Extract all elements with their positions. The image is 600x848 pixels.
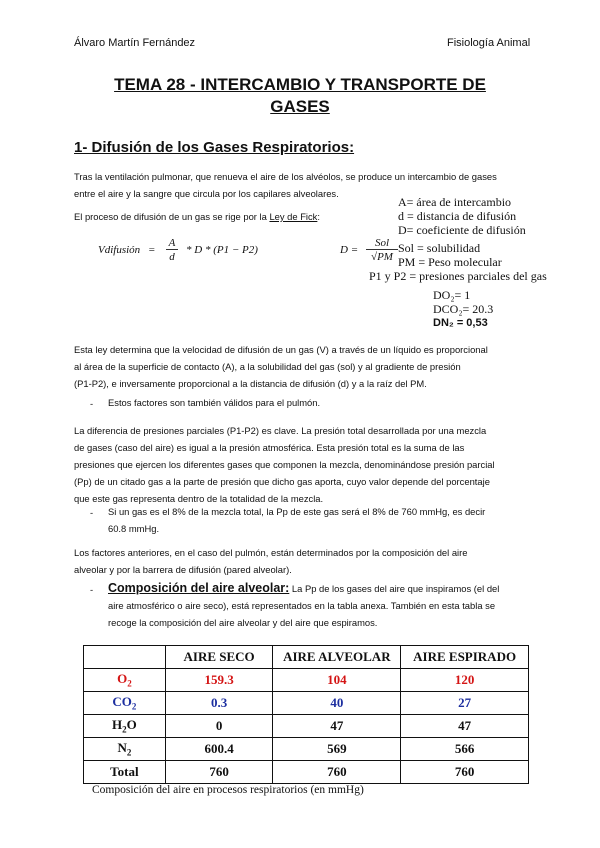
table-cell: 40	[273, 692, 401, 715]
table-header: AIRE ESPIRADO	[401, 646, 529, 669]
table-row	[84, 692, 529, 715]
table-header	[84, 646, 166, 669]
legend-item: D= coeficiente de difusión	[398, 223, 526, 237]
coef-n2: DN₂ = 0,53	[433, 317, 488, 329]
legend-item: Sol = solubilidad	[398, 241, 481, 255]
gas-label: CO	[112, 694, 132, 710]
table-cell: 47	[273, 715, 401, 738]
formula-terms: * D * (P1 − P2)	[186, 244, 258, 256]
table-cell: 47	[401, 715, 529, 738]
paragraph-fick-explanation	[74, 341, 488, 392]
alveolar-composition-heading: Composición del aire alveolar:	[108, 581, 290, 595]
table-cell: 760	[165, 761, 273, 784]
para3-line: al área de la superficie de contacto (A), a la solubilidad del gas (sol) y al gradiente de presión	[74, 361, 461, 372]
bullet3-line: aire atmosférico o aire seco), está representados en la tabla anexa. También en esta tabla se	[108, 600, 496, 611]
para2-text: El proceso de difusión de un gas se rige por la	[74, 211, 270, 222]
bullet2-line: Si un gas es el 8% de la mezcla total, la Pp de este gas será el 8% de 760 mmHg, es decir	[108, 506, 486, 517]
formula-vdif: Vdifusión	[98, 244, 141, 256]
table-cell: 104	[273, 669, 401, 692]
table-header: AIRE ALVEOLAR	[273, 646, 401, 669]
table-row	[84, 715, 529, 738]
gas-cell: Total	[84, 761, 166, 784]
table-caption: Composición del aire en procesos respiratorios (en mmHg)	[92, 784, 364, 796]
paragraph-partial-pressures	[74, 422, 495, 507]
formula-denominator: d	[169, 251, 175, 263]
header-subject: Fisiología Animal	[447, 37, 531, 49]
title-line-1: TEMA 28 - INTERCAMBIO Y TRANSPORTE DE	[114, 75, 486, 94]
gas-label: H	[112, 717, 123, 733]
para4-line: de gases (caso del aire) es igual a la presión atmosférica. Esta presión total es la suma de las	[74, 442, 465, 453]
coef-co2: DCO₂= 20.3	[433, 302, 494, 316]
gas-subscript: 2	[131, 701, 137, 712]
bullet-dash: -	[90, 584, 94, 595]
para2-colon: :	[317, 211, 320, 222]
bullet3-line: recoge la composición del aire alveolar y del aire que espiramos.	[108, 617, 378, 628]
para5-line: alveolar y por la barrera de difusión (pared alveolar).	[74, 564, 292, 575]
bullet2-line: 60.8 mmHg.	[108, 523, 160, 534]
formula-numerator: A	[166, 237, 178, 250]
para4-line: La diferencia de presiones parciales (P1-P2) es clave. La presión total desarrollada por una mezcla	[74, 425, 487, 436]
para3-line: Esta ley determina que la velocidad de difusión de un gas (V) a través de un líquido es proporcional	[74, 344, 488, 355]
gas-cell	[84, 669, 166, 692]
gas-label-tail: O	[126, 717, 137, 733]
formula-D: D =	[340, 244, 359, 256]
formula-pm: √PM	[371, 251, 393, 263]
legend-item: P1 y P2 = presiones parciales del gas	[369, 269, 547, 283]
gas-label: O	[117, 671, 128, 687]
para3-line: (P1-P2), e inversamente proporcional a la distancia de difusión (d) y a la raíz del PM.	[74, 378, 427, 389]
table-header: AIRE SECO	[165, 646, 273, 669]
header-author: Álvaro Martín Fernández	[74, 37, 196, 49]
table-cell: 27	[401, 692, 529, 715]
bullet-valid-lung: Estos factores son también válidos para el pulmón.	[108, 397, 321, 408]
gas-cell	[84, 738, 166, 761]
bullet-dash: -	[90, 398, 94, 409]
page-title	[60, 74, 540, 118]
paragraph-fick	[74, 208, 320, 225]
fick-legend	[369, 195, 578, 283]
para5-line: Los factores anteriores, en el caso del pulmón, están determinados por la composición del aire	[74, 547, 468, 558]
table-cell: 0.3	[165, 692, 273, 715]
bullet3-line: La Pp de los gases del aire que inspiramos (el del	[289, 583, 500, 594]
legend-item: d = distancia de difusión	[398, 209, 517, 223]
table-row	[84, 669, 529, 692]
gas-cell	[84, 692, 166, 715]
table-header-row	[84, 646, 529, 669]
table-cell: 159.3	[165, 669, 273, 692]
para4-line: (Pp) de un citado gas a la parte de presión que dicho gas aporta, cuyo valor depende del porcentaje	[74, 476, 490, 487]
formula-sol: Sol	[366, 237, 398, 250]
diffusion-coefficients	[433, 288, 493, 330]
table-cell: 569	[273, 738, 401, 761]
table-cell: 566	[401, 738, 529, 761]
fick-law-link: Ley de Fick	[269, 211, 318, 222]
coef-o2: DO₂= 1	[433, 288, 471, 302]
table-cell: 600.4	[165, 738, 273, 761]
gas-label: N	[117, 740, 127, 756]
bullet-example	[108, 503, 485, 537]
gas-subscript: 2	[126, 747, 132, 758]
gas-cell	[84, 715, 166, 738]
legend-item: PM = Peso molecular	[398, 255, 502, 269]
legend-item: A= área de intercambio	[398, 195, 512, 209]
bullet-alveolar-composition	[108, 580, 499, 631]
para1-line2: entre el aire y la sangre que circula por los capilares alveolares.	[74, 188, 339, 199]
table-cell: 120	[401, 669, 529, 692]
para4-line: presiones que ejercen los diferentes gases que componen la mezcla, denominándose presión parcial	[74, 459, 495, 470]
para1-line1: Tras la ventilación pulmonar, que renueva el aire de los alvéolos, se produce un intercambio de gases	[74, 171, 497, 182]
table-cell: 0	[165, 715, 273, 738]
paragraph-lung-factors	[74, 544, 467, 578]
gas-subscript: 2	[122, 724, 127, 735]
table-cell: 760	[401, 761, 529, 784]
air-composition-table	[83, 645, 529, 784]
table-cell: 760	[273, 761, 401, 784]
table-row	[84, 738, 529, 761]
table-row	[84, 761, 529, 784]
title-line-2: GASES	[270, 97, 330, 116]
para4-line: que este gas representa dentro de la totalidad de la mezcla.	[74, 493, 324, 504]
section-heading: 1- Difusión de los Gases Respiratorios:	[74, 139, 355, 156]
gas-subscript: 2	[127, 678, 132, 689]
formula-equals: =	[148, 244, 156, 256]
bullet-dash: -	[90, 507, 94, 518]
